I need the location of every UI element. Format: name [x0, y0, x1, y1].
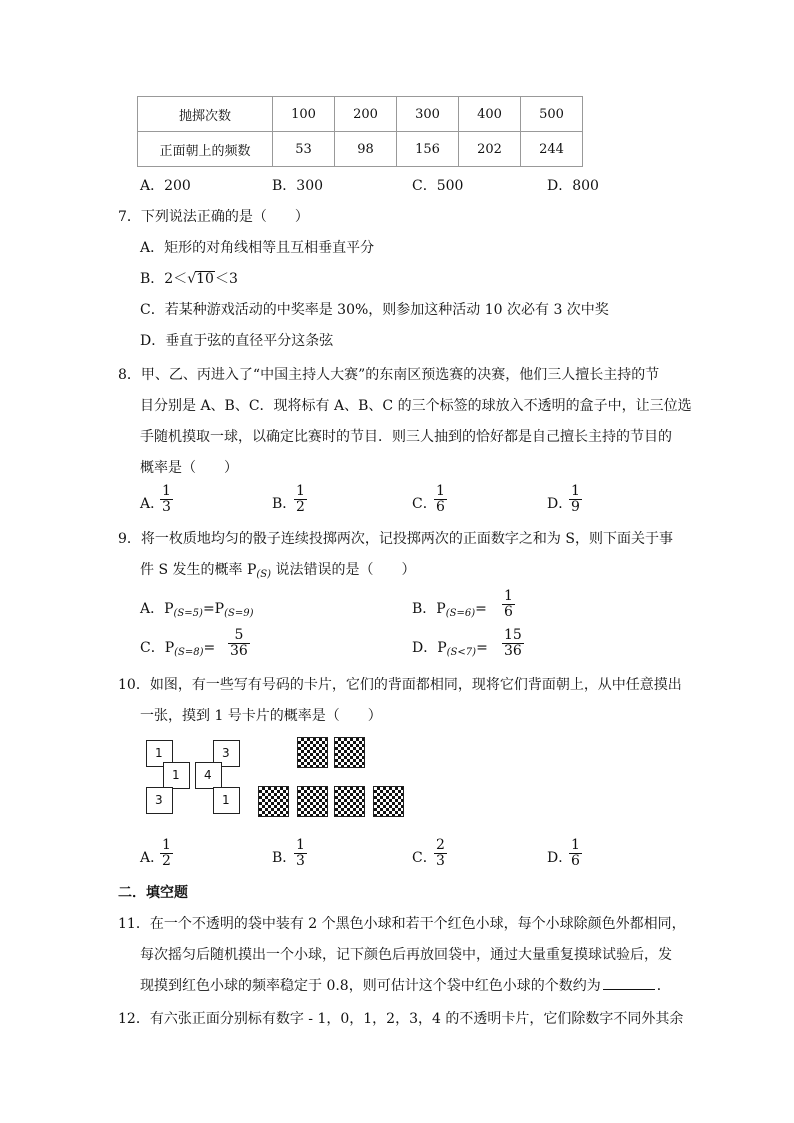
q8-line2: 目分别是 A、B、C．现将标有 A、B、C 的三个标签的球放入不透明的盒子中，让三位选: [140, 398, 692, 414]
q10-option-b-label: B．: [272, 850, 297, 866]
q9-d-label: D．P: [412, 640, 447, 656]
q10-option-c-fraction: [434, 838, 447, 869]
q6-option-a: A．200: [140, 178, 191, 194]
frequency-table: [137, 96, 583, 167]
card-front: [195, 762, 222, 789]
table-cell: 300: [397, 97, 459, 132]
q9-a-sub1: (S=5): [173, 608, 203, 619]
q9-c-eq: =: [203, 640, 216, 656]
q11-line3-text: 现摸到红色小球的频率稳定于 0.8，则可估计这个袋中红色小球的个数约为: [140, 978, 601, 994]
table-header-cell: 正面朝上的频数: [138, 132, 273, 167]
q9-b-sub: (S=6): [445, 608, 476, 619]
q8-option-b-label: B．: [272, 496, 297, 512]
denominator: 6: [436, 499, 445, 515]
q10-option-d-fraction: [569, 838, 582, 869]
q9-option-d-fraction: [502, 628, 524, 659]
q10-option-a-fraction: [160, 838, 173, 869]
q7-option-d: D．垂直于弦的直径平分这条弦: [140, 333, 334, 349]
numerator: 1: [162, 837, 171, 853]
q10-line2: 一张，摸到 1 号卡片的概率是（ ）: [140, 708, 382, 724]
sqrt-sign: √: [187, 271, 197, 287]
card-number: 1: [222, 793, 230, 807]
q7-option-a: A．矩形的对角线相等且互相垂直平分: [140, 240, 375, 256]
q9-line2-suffix: 说法错误的是（ ）: [271, 562, 416, 578]
q8-line3: 手随机摸取一球，以确定比赛时的节目．则三人抽到的恰好都是自己擅长主持的节目的: [140, 429, 672, 445]
q8-option-a-label: A．: [140, 496, 165, 512]
card-back: [334, 737, 365, 768]
q9-b-label: B．P: [412, 601, 446, 617]
q9-c-label: C．P: [140, 640, 175, 656]
q10-option-b-fraction: [294, 838, 307, 869]
q9-option-b-fraction: [502, 589, 515, 620]
table-cell: 100: [273, 97, 335, 132]
card-front: [146, 787, 173, 814]
q9-a-label: A．P: [140, 601, 174, 617]
denominator: 2: [162, 853, 171, 869]
q9-d-eq: =: [476, 640, 488, 656]
card-back: [297, 786, 328, 817]
answer-blank: [603, 989, 655, 990]
table-row: [138, 97, 583, 132]
q8-option-d-label: D．: [547, 496, 573, 512]
q10-option-c-label: C．: [412, 850, 437, 866]
q9-line2: [140, 559, 415, 579]
table-row: [138, 132, 583, 167]
denominator: 2: [296, 499, 305, 515]
q9-line2-subscript: (S): [256, 569, 272, 580]
q7-stem: 7．下列说法正确的是（ ）: [118, 209, 309, 225]
q6-option-c: C．500: [412, 178, 464, 194]
denominator: 3: [162, 499, 171, 515]
numerator: 15: [504, 627, 522, 643]
q11-line3-end: ．: [656, 978, 671, 994]
q9-option-d: [412, 637, 488, 657]
denominator: 6: [571, 853, 580, 869]
denominator: 3: [296, 853, 305, 869]
card-back: [334, 786, 365, 817]
table-cell: 202: [459, 132, 521, 167]
numerator: 2: [436, 837, 445, 853]
table-cell: 244: [521, 132, 583, 167]
q9-line1: 9．将一枚质地均匀的骰子连续投掷两次，记投掷两次的正面数字之和为 S，则下面关于事: [118, 531, 673, 547]
denominator: 6: [504, 604, 513, 620]
table-header-cell: 抛掷次数: [138, 97, 273, 132]
section-heading: 二．填空题: [118, 885, 188, 901]
q9-option-b: [412, 598, 487, 618]
table-cell: 500: [521, 97, 583, 132]
q9-option-c-fraction: [228, 628, 250, 659]
q9-line2-prefix: 件 S 发生的概率 P: [140, 562, 257, 578]
q11-line2: 每次摇匀后随机摸出一个小球，记下颜色后再放回袋中，通过大量重复摸球试验后，发: [140, 947, 672, 963]
q7-option-b: [140, 268, 238, 288]
denominator: 36: [504, 643, 522, 659]
table-cell: 400: [459, 97, 521, 132]
table-cell: 53: [273, 132, 335, 167]
q6-option-b: B．300: [272, 178, 324, 194]
q6-option-d: D．800: [547, 178, 599, 194]
q12-line1: 12．有六张正面分别标有数字 - 1，0，1，2，3，4 的不透明卡片，它们除数字不同外其余: [118, 1011, 684, 1027]
q10-line1: 10．如图，有一些写有号码的卡片，它们的背面都相同，现将它们背面朝上，从中任意摸出: [118, 677, 682, 693]
numerator: 1: [296, 837, 305, 853]
card-number: 3: [155, 793, 163, 807]
q9-option-c: [140, 637, 215, 657]
q7-option-c: C．若某种游戏活动的中奖率是 30%，则参加这种活动 10 次必有 3 次中奖: [140, 302, 609, 318]
q8-option-d-fraction: [569, 484, 582, 515]
table-cell: 98: [335, 132, 397, 167]
numerator: 1: [162, 483, 171, 499]
q8-option-b-fraction: [294, 484, 307, 515]
numerator: 1: [571, 483, 580, 499]
card-number: 1: [172, 768, 180, 782]
card-number: 4: [204, 768, 212, 782]
q9-b-eq: =: [475, 601, 487, 617]
card-front: [163, 762, 190, 789]
denominator: 36: [230, 643, 248, 659]
q9-d-sub: (S<7): [446, 647, 477, 658]
numerator: 5: [234, 627, 244, 643]
numerator: 1: [504, 588, 513, 604]
q10-option-d-label: D．: [547, 850, 573, 866]
q11-line1: 11．在一个不透明的袋中装有 2 个黑色小球和若干个红色小球，每个小球除颜色外都相同，: [118, 916, 686, 932]
table-cell: 200: [335, 97, 397, 132]
q8-option-c-fraction: [434, 484, 447, 515]
card-back: [258, 786, 289, 817]
q9-option-a: [140, 598, 254, 618]
card-number: 1: [155, 746, 163, 760]
q8-option-c-label: C．: [412, 496, 437, 512]
card-number: 3: [222, 746, 230, 760]
denominator: 9: [571, 499, 580, 515]
q9-a-sub2: (S=9): [224, 608, 254, 619]
q8-line4: 概率是（ ）: [140, 460, 238, 476]
card-back: [297, 737, 328, 768]
table-cell: 156: [397, 132, 459, 167]
q7-b-suffix: ＜3: [214, 271, 238, 287]
q11-line3: [140, 975, 671, 995]
denominator: 3: [436, 853, 445, 869]
numerator: 1: [436, 483, 445, 499]
q7-b-radicand: 10: [196, 271, 214, 287]
numerator: 1: [571, 837, 580, 853]
q8-line1: 8．甲、乙、丙进入了“中国主持人大赛”的东南区预选赛的决赛，他们三人擅长主持的节: [118, 367, 660, 383]
q7-b-prefix: B．2＜: [140, 271, 188, 287]
card-back: [373, 786, 404, 817]
numerator: 1: [296, 483, 305, 499]
q9-c-sub: (S=8): [174, 647, 204, 658]
card-front: [213, 787, 240, 814]
q9-a-mid: =P: [202, 601, 225, 617]
q8-option-a-fraction: [160, 484, 173, 515]
q10-option-a-label: A．: [140, 850, 165, 866]
